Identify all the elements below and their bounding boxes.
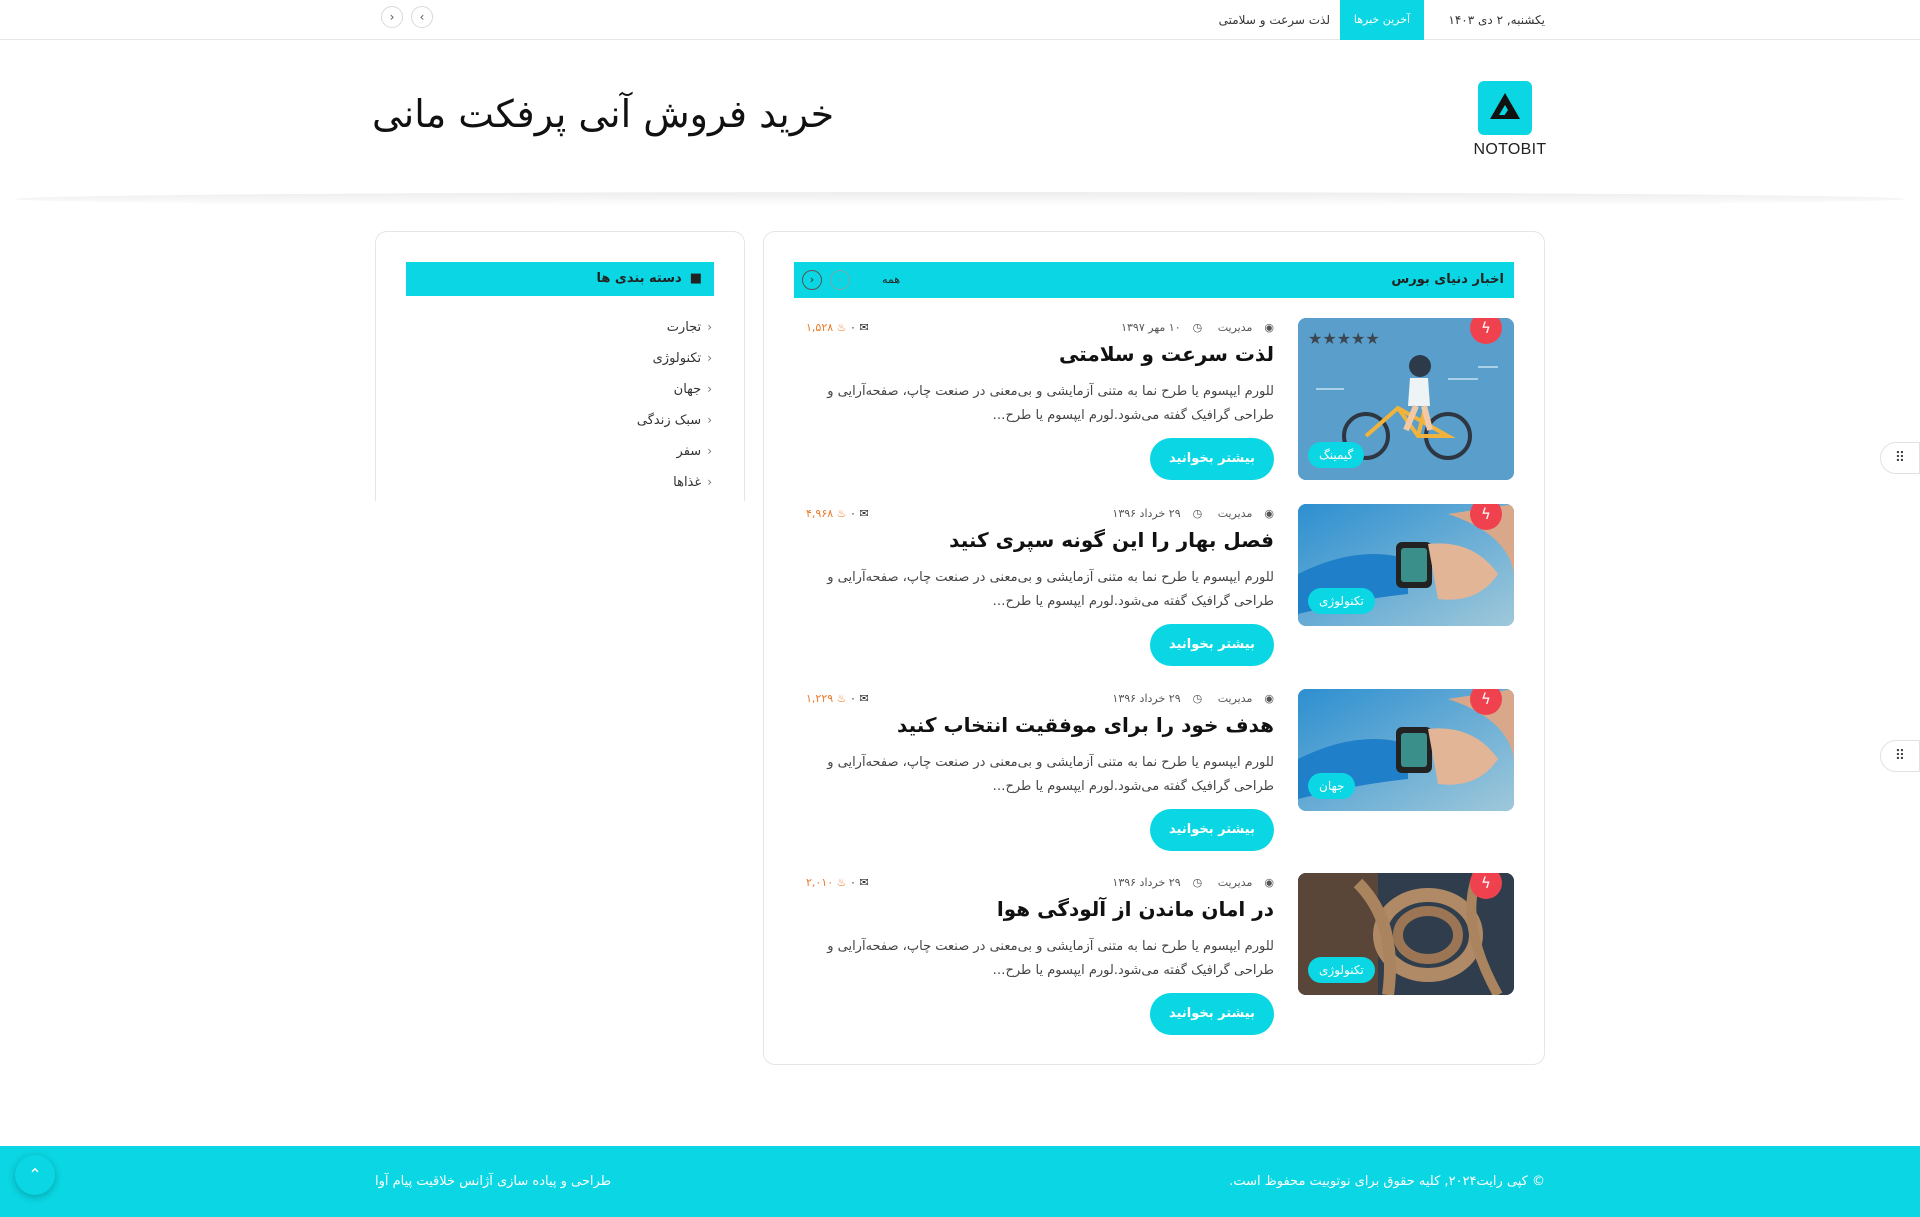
fire-icon: ♨ — [836, 692, 847, 705]
view-count: ۱,۵۲۸ — [806, 321, 834, 334]
post-title[interactable]: لذت سرعت و سلامتی — [1058, 342, 1274, 366]
category-label[interactable]: تکنولوژی — [652, 351, 702, 366]
post-item — [794, 318, 1514, 488]
post-meta — [1100, 507, 1274, 520]
post-meta — [1100, 876, 1274, 889]
comments-icon: ✉ — [859, 507, 869, 520]
category-item[interactable] — [512, 408, 712, 439]
category-label[interactable]: سفر — [676, 444, 702, 459]
categories-title-text: دسته بندی ها — [596, 271, 682, 286]
post-item — [794, 873, 1514, 1043]
current-date: یکشنبه, ۲ دی ۱۴۰۳ — [1448, 13, 1545, 27]
author-icon: ◉ — [1264, 876, 1274, 889]
categories-widget-header — [406, 262, 714, 296]
author-icon: ◉ — [1264, 321, 1274, 334]
post-excerpt: للورم ایپسوم یا طرح نما به متنی آزمایشی و بی‌معنی در صنعت چاپ، صفحه‌آرایی و طراحی گرافیک گفته می‌شود.لورم ایپسوم یا طرح… — [827, 939, 1274, 978]
news-block-title: اخبار دنیای بورس — [1391, 272, 1504, 287]
category-badge[interactable]: گیمینگ — [1308, 442, 1364, 468]
category-item[interactable] — [512, 315, 712, 346]
comments-icon: ✉ — [859, 692, 869, 705]
clock-icon: ◷ — [1192, 507, 1203, 520]
categories-widget-title — [596, 262, 702, 296]
read-more-button[interactable]: بیشتر بخوانید — [1150, 809, 1274, 851]
post-date: ۲۹ خرداد ۱۳۹۶ — [1112, 876, 1181, 889]
post-item — [794, 504, 1514, 674]
news-ticker-item[interactable]: لذت سرعت و سلامتی — [1218, 13, 1330, 27]
category-label[interactable]: جهان — [673, 382, 702, 397]
comments-icon: ✉ — [859, 876, 869, 889]
hot-icon: ϟ — [1470, 689, 1502, 715]
site-footer — [0, 1146, 1920, 1217]
fire-icon: ♨ — [836, 321, 847, 334]
post-author[interactable]: مدیریت — [1217, 876, 1253, 889]
chevron-left-icon: ‹ — [837, 273, 843, 286]
latest-news-label: آخرین خبرها — [1340, 0, 1424, 40]
post-stats — [794, 507, 869, 520]
chevron-up-icon: ⌃ — [28, 1165, 42, 1184]
category-badge[interactable]: جهان — [1308, 773, 1355, 799]
post-title[interactable]: هدف خود را برای موفقیت انتخاب کنید — [897, 713, 1274, 737]
post-author[interactable]: مدیریت — [1217, 321, 1253, 334]
chevron-left-icon: ‹ — [707, 413, 712, 427]
svg-text:★★★★★: ★★★★★ — [1308, 329, 1380, 348]
view-count: ۲,۰۱۰ — [806, 876, 834, 889]
post-meta — [1109, 321, 1274, 334]
post-excerpt: للورم ایپسوم یا طرح نما به متنی آزمایشی و بی‌معنی در صنعت چاپ، صفحه‌آرایی و طراحی گرافیک گفته می‌شود.لورم ایپسوم یا طرح… — [827, 755, 1274, 794]
drag-dots-icon: ⠿ — [1894, 748, 1906, 764]
author-icon: ◉ — [1264, 692, 1274, 705]
category-badge[interactable]: تکنولوژی — [1308, 588, 1375, 614]
back-to-top-button[interactable] — [15, 1155, 55, 1195]
hot-icon: ϟ — [1470, 318, 1502, 344]
tab-all[interactable]: همه — [882, 273, 901, 286]
comment-count[interactable]: ۰ — [850, 321, 856, 334]
hot-icon: ϟ — [1470, 873, 1502, 899]
category-item[interactable] — [512, 346, 712, 377]
logo-text[interactable]: NOTOBIT — [1473, 141, 1547, 158]
copyright-text: © کپی رایت۲۰۲۴, کلیه حقوق برای نوتوبیت محفوظ است. — [1229, 1174, 1545, 1189]
category-badge[interactable]: تکنولوژی — [1308, 957, 1375, 983]
post-date: ۲۹ خرداد ۱۳۹۶ — [1112, 692, 1181, 705]
post-excerpt: للورم ایپسوم یا طرح نما به متنی آزمایشی و بی‌معنی در صنعت چاپ، صفحه‌آرایی و طراحی گرافیک گفته می‌شود.لورم ایپسوم یا طرح… — [827, 570, 1274, 609]
category-label[interactable]: غذاها — [673, 475, 702, 490]
view-count: ۱,۲۲۹ — [806, 692, 834, 705]
chevron-left-icon: ‹ — [707, 444, 712, 458]
block-next-button[interactable] — [802, 270, 822, 290]
chevron-left-icon: ‹ — [707, 320, 712, 334]
post-title[interactable]: در امان ماندن از آلودگی هوا — [996, 897, 1274, 921]
chevron-left-icon: ‹ — [707, 351, 712, 365]
drag-handle[interactable] — [1880, 442, 1920, 474]
category-item[interactable] — [512, 439, 712, 470]
chevron-right-icon: › — [809, 273, 815, 286]
drag-handle[interactable] — [1880, 740, 1920, 772]
hot-icon: ϟ — [1470, 504, 1502, 530]
chevron-left-icon: ‹ — [707, 382, 712, 396]
news-block-header — [794, 262, 1514, 298]
clock-icon: ◷ — [1192, 692, 1203, 705]
header-shadow — [15, 192, 1905, 206]
block-prev-button[interactable] — [830, 270, 850, 290]
logo-icon[interactable] — [1478, 81, 1532, 135]
post-date: ۱۰ مهر ۱۳۹۷ — [1121, 321, 1181, 334]
comment-count[interactable]: ۰ — [850, 507, 856, 520]
post-thumbnail[interactable] — [1298, 318, 1514, 480]
read-more-button[interactable]: بیشتر بخوانید — [1150, 624, 1274, 666]
comments-icon: ✉ — [859, 321, 869, 334]
site-header — [0, 40, 1920, 200]
folder-icon: ■ — [689, 271, 702, 286]
chevron-right-icon: › — [389, 10, 395, 24]
top-bar-inner — [375, 0, 1545, 40]
category-label[interactable]: سبک زندگی — [636, 413, 702, 428]
designer-credit[interactable]: طراحی و پیاده سازی آژانس خلاقیت پیام آوا — [375, 1174, 612, 1189]
top-bar — [0, 0, 1920, 40]
post-stats — [794, 321, 869, 334]
post-stats — [794, 876, 869, 889]
post-thumbnail[interactable] — [1298, 504, 1514, 626]
ticker-next-button[interactable] — [381, 6, 403, 28]
read-more-button[interactable]: بیشتر بخوانید — [1150, 438, 1274, 480]
fire-icon: ♨ — [836, 507, 847, 520]
post-excerpt: للورم ایپسوم یا طرح نما به متنی آزمایشی و بی‌معنی در صنعت چاپ، صفحه‌آرایی و طراحی گرافیک گفته می‌شود.لورم ایپسوم یا طرح… — [827, 384, 1274, 423]
site-title[interactable]: خرید فروش آنی پرفکت مانی — [372, 92, 835, 136]
post-date: ۲۹ خرداد ۱۳۹۶ — [1112, 507, 1181, 520]
fire-icon: ♨ — [836, 876, 847, 889]
post-thumbnail[interactable] — [1298, 689, 1514, 811]
view-count: ۴,۹۶۸ — [806, 507, 834, 520]
author-icon: ◉ — [1264, 507, 1274, 520]
category-label[interactable]: تجارت — [666, 320, 702, 335]
comment-count[interactable]: ۰ — [850, 692, 856, 705]
post-thumbnail[interactable] — [1298, 873, 1514, 995]
post-item — [794, 689, 1514, 859]
category-list — [512, 315, 712, 501]
category-item[interactable] — [512, 470, 712, 501]
chevron-left-icon: ‹ — [419, 10, 425, 24]
comment-count[interactable]: ۰ — [850, 876, 856, 889]
post-stats — [794, 692, 869, 705]
post-meta — [1100, 692, 1274, 705]
read-more-button[interactable]: بیشتر بخوانید — [1150, 993, 1274, 1035]
drag-dots-icon: ⠿ — [1894, 450, 1906, 466]
clock-icon: ◷ — [1192, 321, 1203, 334]
post-author[interactable]: مدیریت — [1217, 692, 1253, 705]
clock-icon: ◷ — [1192, 876, 1203, 889]
post-author[interactable]: مدیریت — [1217, 507, 1253, 520]
ticker-prev-button[interactable] — [411, 6, 433, 28]
category-item[interactable] — [512, 377, 712, 408]
chevron-left-icon: ‹ — [707, 475, 712, 489]
post-title[interactable]: فصل بهار را این گونه سپری کنید — [949, 528, 1274, 552]
